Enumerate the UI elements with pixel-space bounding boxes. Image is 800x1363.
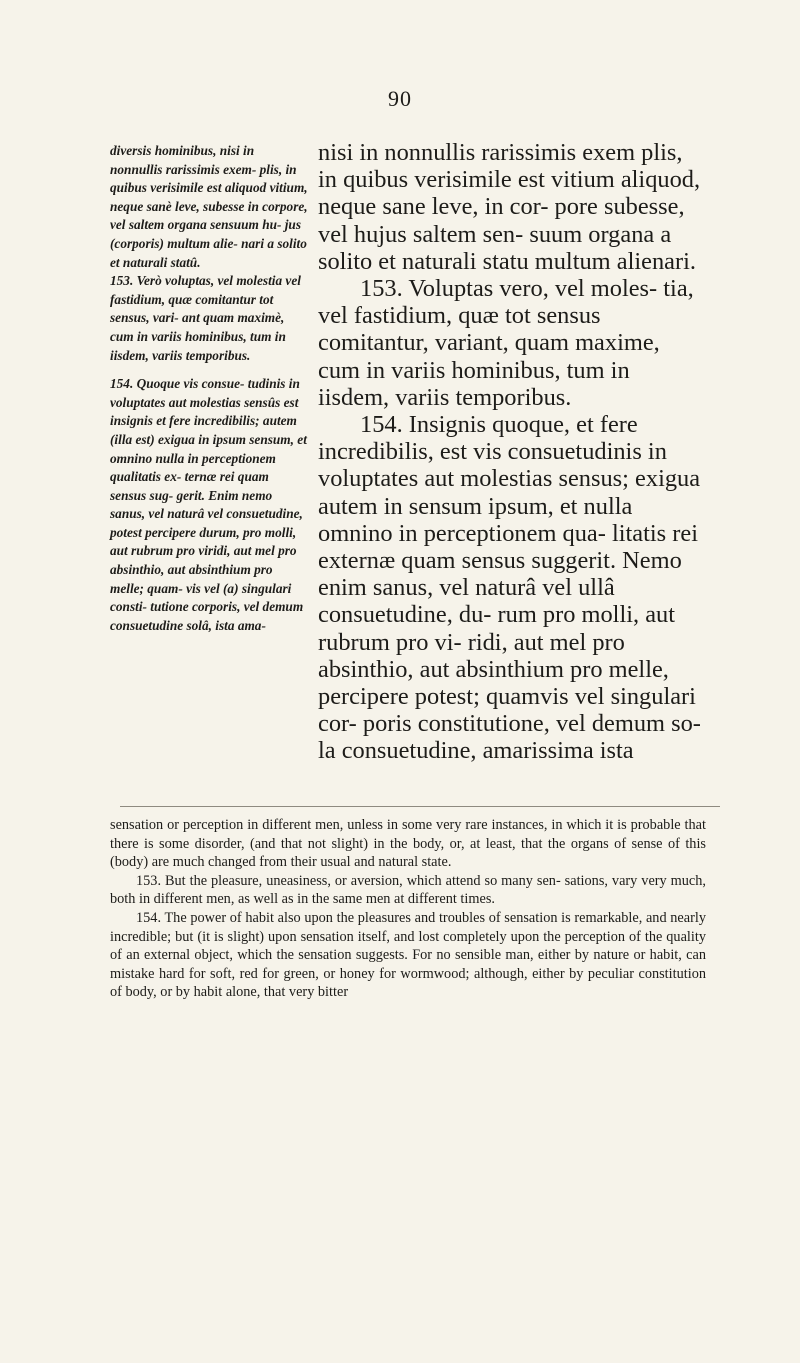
translation-paragraph-1: sensation or perception in different men, unless in some very rare instances, in which it is probable that there is some disorder, (and that not slight) in the body, or, at least, that the organs of sense of this (body) are much changed from their usual and natural state. xyxy=(110,817,706,871)
marginal-paragraph-1: diversis hominibus, nisi in nonnullis rarissimis exem- plis, in quibus verisimile est aliquod vitium, neque sanè leve, subesse in corpore, vel saltem organa sensuum hu- jus (corporis) multum alie- nari a solito et naturali statû. xyxy=(110,143,308,270)
marginal-latin-column xyxy=(110,142,308,635)
marginal-paragraph-153: 153. Verò voluptas, vel molestia vel fastidium, quæ comitantur tot sensus, vari- ant quam maximè, cum in variis hominibus, tum in iisdem, variis temporibus. xyxy=(110,273,301,363)
page-number: 90 xyxy=(388,86,412,111)
main-latin-column xyxy=(318,139,706,765)
footnote-divider xyxy=(120,806,720,807)
main-paragraph-153: 153. Voluptas vero, vel moles- tia, vel fastidium, quæ tot sensus comitantur, variant, quam maxime, cum in variis hominibus, tum in iisdem, variis temporibus. xyxy=(318,275,694,411)
translation-paragraph-154: 154. The power of habit also upon the pleasures and troubles of sensation is remarkable, and nearly incredible; but (it is slight) upon sensation itself, and lost completely upon the perception of the quality of an external object, which the sensation suggests. For no sensible man, either by nature or habit, can mistake hard for soft, red for green, or honey for wormwood; although, either by peculiar constitution of body, or by habit alone, that very bitter xyxy=(110,909,706,1001)
english-translation xyxy=(110,816,706,1002)
main-paragraph-1: nisi in nonnullis rarissimis exem plis, in quibus verisimile est vitium aliquod, neque sane leve, in cor- pore subesse, vel hujus saltem sen- suum organa a solito et naturali statu multum alienari. xyxy=(318,139,701,275)
main-paragraph-154: 154. Insignis quoque, et fere incredibilis, est vis consuetudinis in voluptates aut molestias sensus; exigua autem in sensum ipsum, et nulla omnino in perceptionem qua- litatis rei externæ quam sensus suggerit. Nemo enim sanus, vel naturâ vel ullâ consuetudine, du- rum pro molli, aut rubrum pro vi- ridi, aut mel pro absinthio, aut absinthium pro melle, percipere potest; quamvis vel singulari cor- poris constitutione, vel demum so- la consuetudine, amarissima ista xyxy=(318,411,701,765)
marginal-paragraph-154: 154. Quoque vis consue- tudinis in voluptates aut molestias sensûs est insignis et fere incredibilis; autem (illa est) exigua in ipsum sensum, et omnino nulla in perceptionem qualitatis ex- ternæ rei quam sensus sug- gerit. Enim nemo sanus, vel naturâ vel consuetudine, potest percipere durum, pro molli, aut rubrum pro viridi, aut mel pro absinthio, aut absinthium pro melle; quam- vis vel (a) singulari consti- tutione corporis, vel demum consuetudine solâ, ista ama- xyxy=(110,376,307,633)
translation-paragraph-153: 153. But the pleasure, uneasiness, or aversion, which attend so many sen- sations, vary very much, both in different men, as well as in the same men at different times. xyxy=(110,872,706,908)
